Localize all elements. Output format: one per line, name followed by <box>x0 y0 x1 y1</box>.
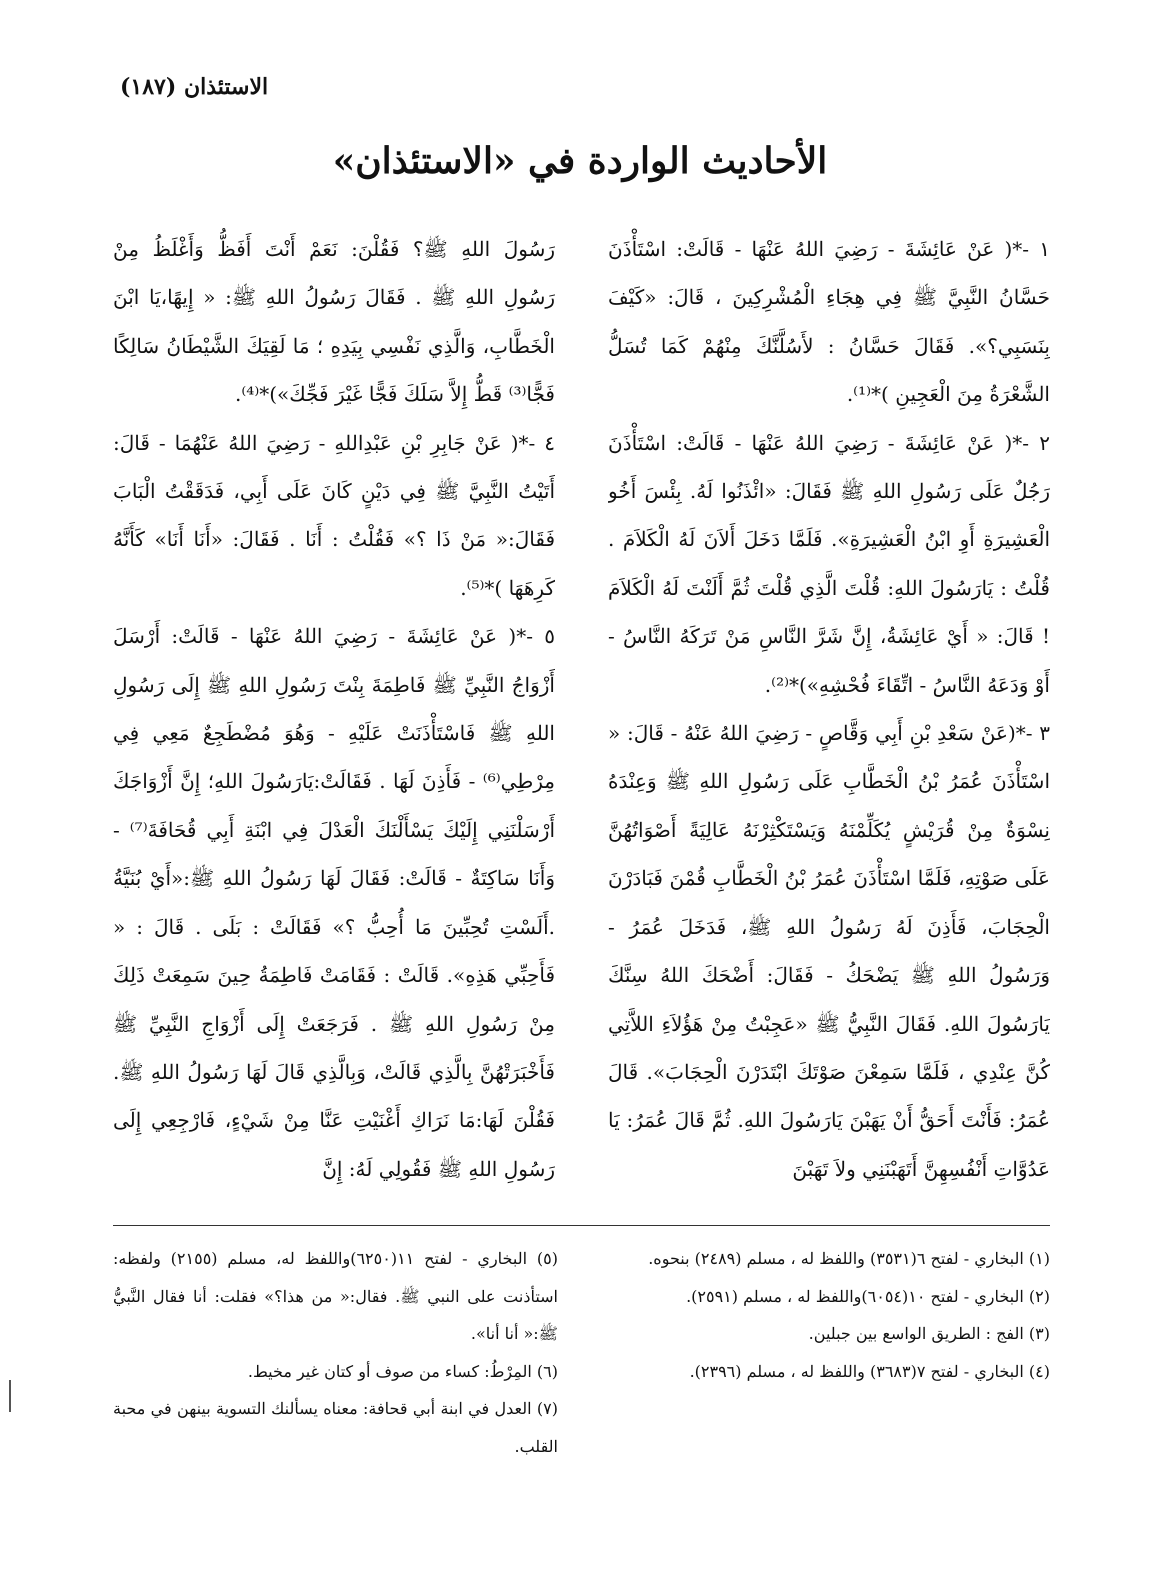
footnote: (٤) البخاري - لفتح ٧(٣٦٨٣) واللفظ له ، مسلم (٢٣٩٦). <box>689 1361 1050 1381</box>
footnotes-left <box>113 1240 558 1465</box>
footnote: (٦) المِرْطُ: كساء من صوف أو كتان غير مخيط. <box>247 1361 558 1381</box>
text-column-left <box>113 225 555 1225</box>
footnote: (١) البخاري - لفتح ٦(٣٥٣١) واللفظ له ، مسلم (٢٤٨٩) بنحوه. <box>648 1249 1050 1268</box>
footnote-divider <box>113 1225 1050 1226</box>
footnotes-right <box>605 1240 1050 1390</box>
footnote: (٣) الفج : الطريق الواسع بين جبلين. <box>808 1324 1050 1343</box>
footnote: (٧) العدل في ابنة أبي قحافة: معناه يسألنك التسوية بينهن في محبة القلب. <box>113 1399 558 1456</box>
hadith-paragraph: ١ -*( عَنْ عَائِشَةَ - رَضِيَ اللهُ عَنْهَا - قَالَتْ: اسْتَأْذَنَ حَسَّانُ النَّبِيَّ ﷺ فِي هِجَاءِ الْمُشْرِكِينَ ، قَالَ: «كَيْفَ بِنَسَبِي؟». فَقَالَ حَسَّانُ : لأَسُلَّنَّكَ مِنْهُمْ كَمَا تُسَلُّ الشَّعْرَةُ مِنَ الْعَجِينِ )*⁽¹⁾. <box>608 237 1050 407</box>
hadith-paragraph: ٣ -*(عَنْ سَعْدِ بْنِ أَبِي وَقَّاصٍ - رَضِيَ اللهُ عَنْهُ - قَالَ: « اسْتَأْذَنَ عُمَرُ بْنُ الْخَطَّابِ عَلَى رَسُولِ اللهِ ﷺ وَعِنْدَهُ نِسْوَةٌ مِنْ قُرَيْشٍ يُكَلِّمْنَهُ وَيَسْتَكْثِرْنَهُ عَالِيَةً أَصْوَاتُهُنَّ عَلَى صَوْتِهِ، فَلَمَّا اسْتَأْذَنَ عُمَرُ بْنُ الْخَطَّابِ قُمْنَ فَبَادَرْنَ الْحِجَابَ، فَأَذِنَ لَهُ رَسُولُ اللهِ ﷺ، فَدَخَلَ عُمَرُ - وَرَسُولُ اللهِ ﷺ يَضْحَكُ - فَقَالَ: أَضْحَكَ اللهُ سِنَّكَ يَارَسُولَ اللهِ. فَقَالَ النَّبِيُّ ﷺ «عَجِبْتُ مِنْ هَؤُلاَءِ اللاَّتِي كُنَّ عِنْدِي ، فَلَمَّا سَمِعْنَ صَوْتَكَ ابْتَدَرْنَ الْحِجَابَ». قَالَ عُمَرُ: فَأَنْتَ أَحَقُّ أَنْ يَهَبْنَ يَارَسُولَ اللهِ. ثُمَّ قَالَ عُمَرُ: يَا عَدُوَّاتِ أَنْفُسِهِنَّ أَتَهَبْنَنِي ولاَ تَهَبْنَ <box>608 721 1050 1181</box>
scan-margin-mark <box>9 1380 11 1412</box>
footnote: (٢) البخاري - لفتح ١٠(٦٠٥٤)واللفظ له ، مسلم (٢٥٩١). <box>686 1286 1050 1306</box>
hadith-paragraph: ٤ -*( عَنْ جَابِرِ بْنِ عَبْدِاللهِ - رَضِيَ اللهُ عَنْهُمَا - قَالَ: أَتَيْتُ النَّبِيَّ ﷺ فِي دَيْنٍ كَانَ عَلَى أَبِي، فَدَقَقْتُ الْبَابَ فَقَالَ:« مَنْ ذَا ؟» فَقُلْتُ : أَنَا . فَقَالَ: «أَنَا أَنَا» كَأَنَّهُ كَرِهَهَا )*⁽⁵⁾. <box>113 430 555 600</box>
footnote: (٥) البخاري - لفتح ١١(٦٢٥٠)واللفظ له، مسلم (٢١٥٥) ولفظه: استأذنت على النبي ﷺ. فقال:« من هذا؟» فقلت: أنا فقال النَّبيُّ ﷺ:« أنا أنا». <box>113 1249 558 1343</box>
running-head: الاستئذان (١٨٧) <box>120 74 269 100</box>
hadith-paragraph: ٢ -*( عَنْ عَائِشَةَ - رَضِيَ اللهُ عَنْهَا - قَالَتْ: اسْتَأْذَنَ رَجُلٌ عَلَى رَسُولِ اللهِ ﷺ فَقَالَ: «ائْذَنُوا لَهُ. بِئْسَ أَخُو الْعَشِيرَةِ أَوِ ابْنُ الْعَشِيرَةِ». فَلَمَّا دَخَلَ أَلاَنَ لَهُ الْكَلاَمَ . قُلْتُ : يَارَسُولَ اللهِ: قُلْتَ الَّذِي قُلْتَ ثُمَّ أَلَنْتَ لَهُ الْكَلاَمَ ! قَالَ: « أَيْ عَائِشَةُ، إِنَّ شَرَّ النَّاسِ مَنْ تَرَكَهُ النَّاسُ - أَوْ وَدَعَهُ النَّاسُ - اتِّقَاءَ فُحْشِهِ»)*⁽²⁾. <box>608 430 1050 697</box>
text-column-right <box>608 225 1050 1225</box>
hadith-paragraph: رَسُولَ اللهِ ﷺ؟ فَقُلْنَ: نَعَمْ أَنْتَ أَفَظُّ وَأَغْلَظُ مِنْ رَسُولِ اللهِ ﷺ . فَقَالَ رَسُولُ اللهِ ﷺ: « إِيهًا،يَا ابْنَ الْخَطَّابِ، وَالَّذِي نَفْسِي بِيَدِهِ ؛ مَا لَقِيَكَ الشَّيْطَانُ سَالِكًا فَجًّا⁽³⁾ قَطُّ إِلاَّ سَلَكَ فَجًّا غَيْرَ فَجِّكَ»)*⁽⁴⁾. <box>113 237 555 407</box>
hadith-paragraph: ٥ -*( عَنْ عَائِشَةَ - رَضِيَ اللهُ عَنْهَا - قَالَتْ: أَرْسَلَ أَزْوَاجُ النَّبِيِّ ﷺ فَاطِمَةَ بِنْتَ رَسُولِ اللهِ ﷺ إِلَى رَسُولِ اللهِ ﷺ فَاسْتَأْذَنَتْ عَلَيْهِ - وَهُوَ مُضْطَجِعٌ مَعِي فِي مِرْطِي⁽⁶⁾ - فَأَذِنَ لَهَا . فَقَالَتْ:يَارَسُولَ اللهِ؛ إِنَّ أَزْوَاجَكَ أَرْسَلْنَنِي إِلَيْكَ يَسْأَلْنَكَ الْعَدْلَ فِي ابْنَةِ أَبِي قُحَافَةَ⁽⁷⁾ - وَأَنَا سَاكِتَةٌ - قَالَتْ: فَقَالَ لَهَا رَسُولُ اللهِ ﷺ:«أَيْ بُنَيَّةُ .أَلَسْتِ تُحِبِّينَ مَا أُحِبُّ ؟» فَقَالَتْ : بَلَى . قَالَ : « فَأَحِبِّي هَذِهِ». قَالَتْ : فَقَامَتْ فَاطِمَةُ حِينَ سَمِعَتْ ذَلِكَ مِنْ رَسُولِ اللهِ ﷺ . فَرَجَعَتْ إِلَى أَزْوَاجِ النَّبِيِّ ﷺ فَأَخْبَرَتْهُنَّ بِالَّذِي قَالَتْ، وَبِالَّذِي قَالَ لَهَا رَسُولُ اللهِ ﷺ. فَقُلْنَ لَهَا:مَا نَرَاكِ أَغْنَيْتِ عَنَّا مِنْ شَيْءٍ، فَارْجِعِي إِلَى رَسُولِ اللهِ ﷺ فَقُولِي لَهُ: إِنَّ <box>113 624 555 1181</box>
page-title: الأحاديث الواردة في «الاستئذان» <box>332 140 828 182</box>
